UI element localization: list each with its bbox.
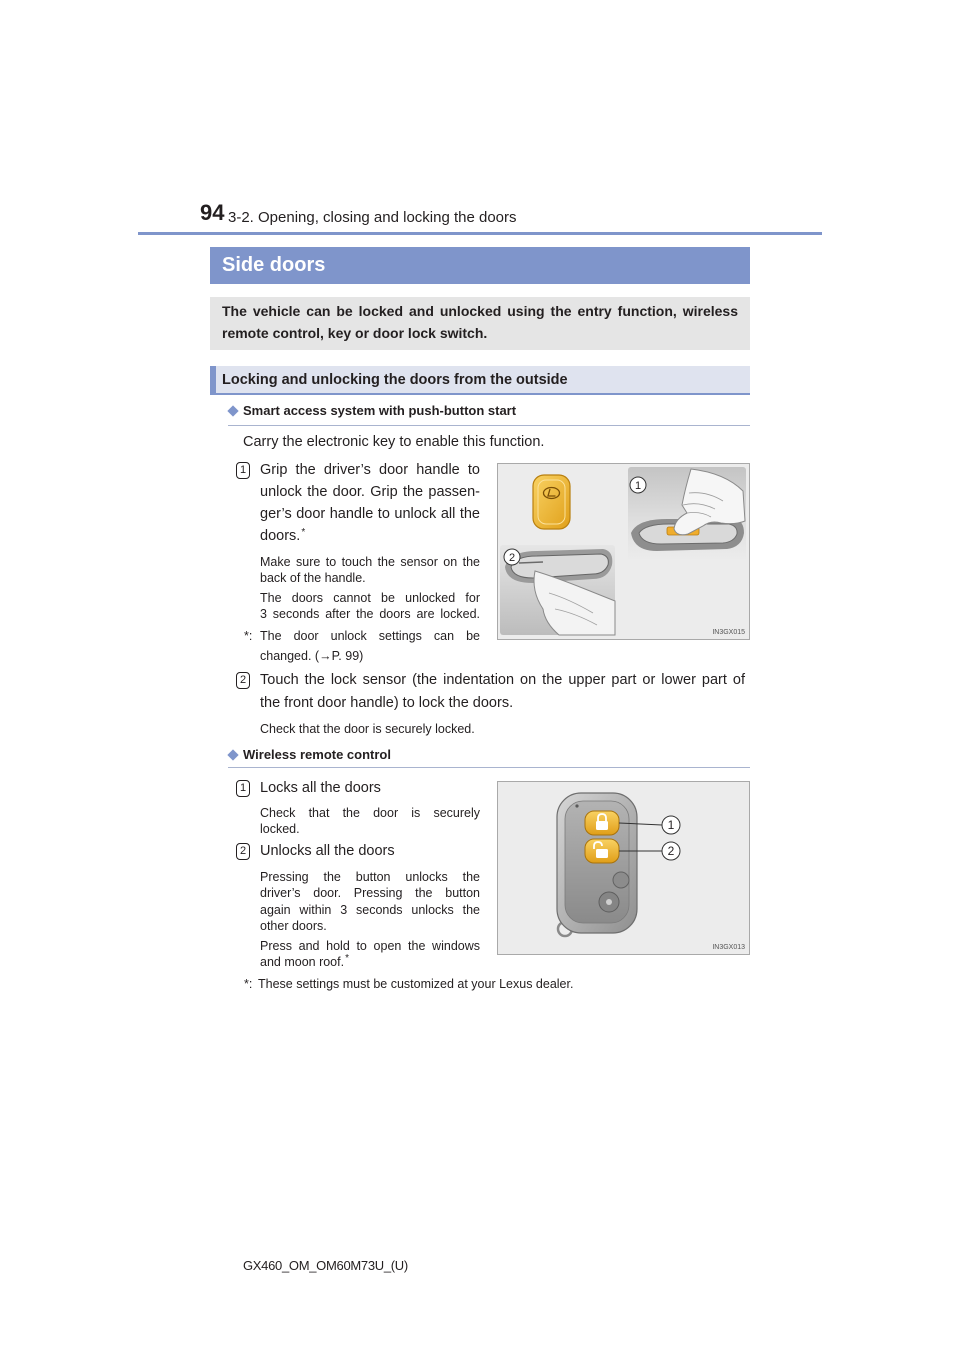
text-line bbox=[260, 954, 480, 972]
text-line: back of the handle. bbox=[260, 571, 366, 585]
text-fragment: and moon roof. bbox=[260, 955, 345, 969]
callout-1 bbox=[630, 477, 646, 493]
step-number: 1 bbox=[236, 780, 250, 797]
text-line: ger’s door handle to unlock all the bbox=[260, 506, 480, 522]
step-number: 2 bbox=[236, 843, 250, 860]
subsection-rule bbox=[228, 767, 750, 768]
svg-text:1: 1 bbox=[667, 818, 675, 832]
text-line: 3 seconds after the doors are locked. bbox=[260, 607, 480, 621]
lock-sensor bbox=[519, 562, 543, 563]
figure-code: IN3GX013 bbox=[712, 944, 745, 951]
svg-text:2: 2 bbox=[667, 844, 675, 858]
subsection-rule bbox=[228, 425, 750, 426]
footnote-asterisk: * bbox=[345, 953, 349, 964]
unlock-delay-note bbox=[260, 590, 480, 622]
diamond-icon bbox=[227, 749, 238, 760]
text-line: Pressing the button unlocks the bbox=[260, 870, 480, 884]
text-line: changed. (→P. 99) bbox=[260, 649, 364, 663]
subsection-heading-smart-access: Smart access system with push-button start bbox=[243, 403, 517, 418]
document-code: GX460_OM_OM60M73U_(U) bbox=[243, 1258, 408, 1273]
header-rule bbox=[138, 232, 822, 235]
page-title: Side doors bbox=[222, 254, 326, 276]
text-line: again within 3 seconds unlocks the bbox=[260, 902, 480, 917]
door-handle-figure bbox=[497, 463, 750, 640]
callout-2 bbox=[504, 549, 520, 565]
intro-line: The vehicle can be locked and unlocked using the entry function, wireless bbox=[222, 303, 738, 319]
section-heading: Locking and unlocking the doors from the outside bbox=[222, 372, 568, 388]
unlock-press-note bbox=[260, 869, 480, 934]
lock-button-note bbox=[260, 805, 480, 837]
unlock-button-label: Unlocks all the doors bbox=[260, 843, 395, 859]
intro-text bbox=[222, 300, 738, 344]
svg-text:1: 1 bbox=[634, 480, 642, 492]
lock-sensor-instruction bbox=[260, 669, 745, 715]
sensor-note bbox=[260, 554, 480, 586]
text-line: Press and hold to open the windows bbox=[260, 939, 480, 953]
indicator-light bbox=[575, 804, 578, 807]
wireless-remote-figure bbox=[497, 781, 750, 955]
lock-button bbox=[585, 811, 619, 835]
text-line: the front door handle) to lock the doors. bbox=[260, 695, 514, 711]
text-fragment: doors. bbox=[260, 528, 301, 544]
step-number: 1 bbox=[236, 462, 250, 479]
footnote-mark: *: bbox=[244, 977, 253, 991]
subsection-heading-wireless: Wireless remote control bbox=[243, 747, 391, 762]
smart-access-lead: Carry the electronic key to enable this function. bbox=[243, 434, 545, 450]
text-line: Touch the lock sensor (the indentation on the upper part or lower part of bbox=[260, 672, 745, 688]
footnote-asterisk: * bbox=[301, 527, 306, 538]
svg-text:2: 2 bbox=[508, 552, 516, 564]
footnote-mark: *: bbox=[244, 629, 253, 643]
text-line bbox=[260, 525, 480, 549]
section-heading-bar bbox=[210, 366, 750, 395]
unlock-hold-note bbox=[260, 938, 480, 972]
driver-door-handle-photo bbox=[628, 467, 746, 561]
round-button bbox=[613, 872, 629, 888]
text-line: locked. bbox=[260, 822, 300, 836]
unlock-button bbox=[585, 839, 619, 863]
chapter-section-label: 3-2. Opening, closing and locking the doors bbox=[228, 209, 517, 226]
intro-line: remote control, key or door lock switch. bbox=[222, 325, 488, 341]
lock-button-label: Locks all the doors bbox=[260, 780, 381, 796]
text-line: Check that the door is securely bbox=[260, 806, 480, 820]
passenger-door-handle-photo bbox=[500, 545, 615, 635]
securely-locked-note: Check that the door is securely locked. bbox=[260, 722, 475, 736]
text-line: driver’s door. Pressing the button bbox=[260, 886, 480, 901]
figure-code: IN3GX015 bbox=[712, 629, 745, 636]
text-line: other doors. bbox=[260, 918, 327, 933]
step-number: 2 bbox=[236, 672, 250, 689]
grip-handle-instruction bbox=[260, 459, 480, 549]
smart-key-fob bbox=[533, 475, 570, 529]
footnote-text bbox=[260, 626, 480, 666]
footnote-text: These settings must be customized at your Lexus dealer. bbox=[258, 977, 574, 991]
text-line: unlock the door. Grip the passen- bbox=[260, 484, 480, 500]
text-line: Grip the driver’s door handle to bbox=[260, 462, 480, 478]
text-line: The doors cannot be unlocked for bbox=[260, 591, 480, 605]
diamond-icon bbox=[227, 405, 238, 416]
page-number: 94 bbox=[200, 200, 225, 225]
text-line: The door unlock settings can be bbox=[260, 629, 480, 643]
remote-key-fob bbox=[557, 793, 637, 936]
section-heading-accent bbox=[210, 366, 216, 395]
page-title-bar bbox=[210, 247, 750, 284]
text-line: Make sure to touch the sensor on the bbox=[260, 555, 480, 569]
